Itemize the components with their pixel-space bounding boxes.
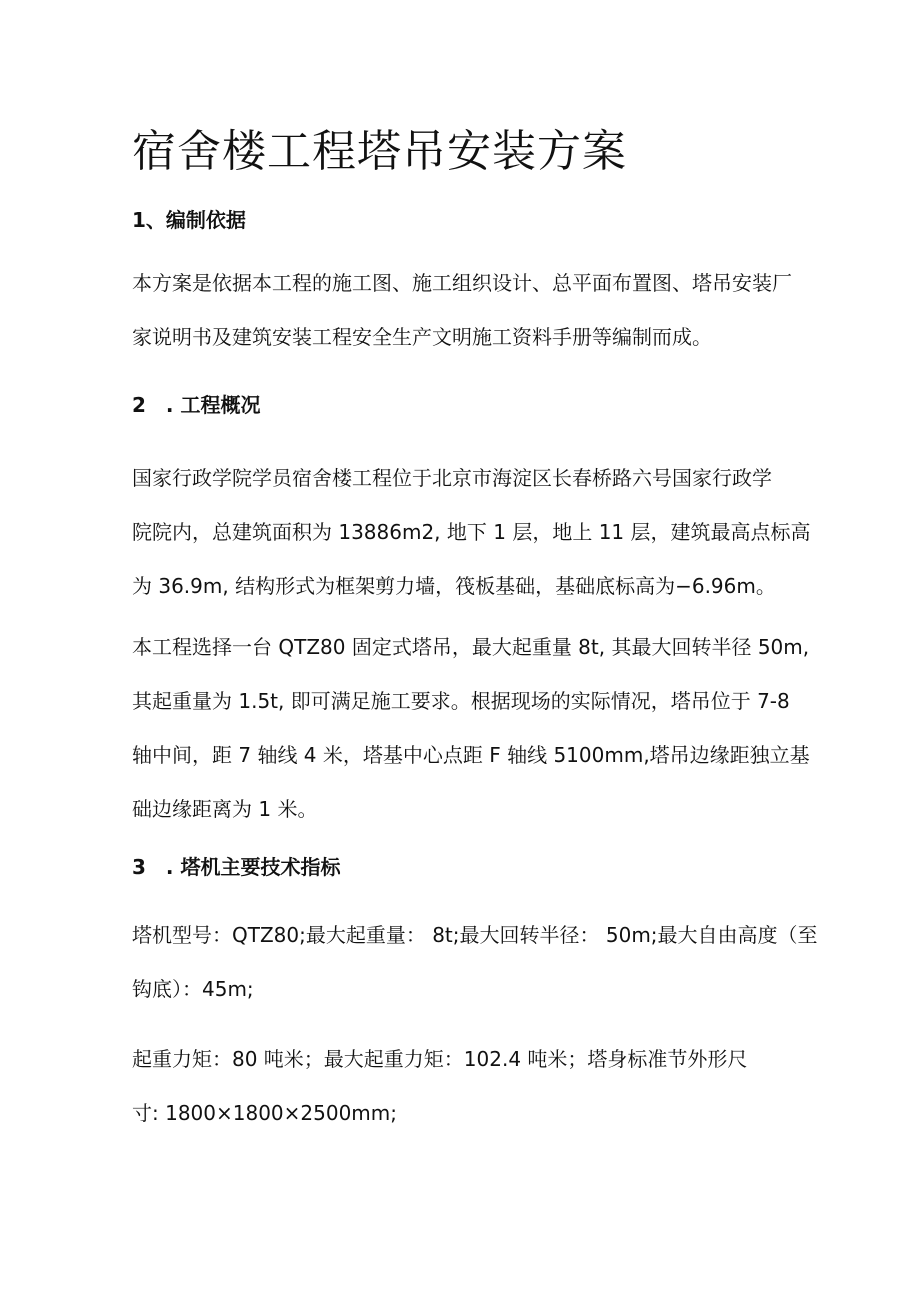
text-line: 国家行政学院学员宿舍楼工程位于北京市海淀区长春桥路六号国家行政学 bbox=[132, 466, 772, 490]
text-line: 础边缘距离为 1 米。 bbox=[132, 797, 318, 821]
text-line: 本工程选择一台 QTZ80 固定式塔吊，最大起重量 8t, 其最大回转半径 50m, bbox=[132, 635, 810, 659]
paragraph-basis bbox=[132, 256, 800, 364]
text-line: 轴中间，距 7 轴线 4 米，塔基中心点距 F 轴线 5100mm,塔吊边缘距独立基 bbox=[132, 743, 810, 767]
text-line: 院院内，总建筑面积为 13886m2, 地下 1 层，地上 11 层，建筑最高点标高 bbox=[132, 520, 811, 544]
paragraph-specs-model bbox=[132, 908, 818, 1016]
paragraph-overview-crane bbox=[132, 620, 810, 836]
text-line: 塔机型号：QTZ80;最大起重量： 8t;最大回转半径： 50m;最大自由高度（至 bbox=[132, 923, 818, 947]
text-line: 钩底）：45m; bbox=[132, 977, 254, 1001]
paragraph-overview-location bbox=[132, 451, 811, 613]
text-line: 本方案是依据本工程的施工图、施工组织设计、总平面布置图、塔吊安装厂 bbox=[132, 271, 792, 295]
section-heading-specs: 3 . 塔机主要技术指标 bbox=[132, 855, 341, 879]
text-line: 其起重量为 1.5t, 即可满足施工要求。根据现场的实际情况，塔吊位于 7-8 bbox=[132, 689, 790, 713]
text-line: 起重力矩：80 吨米；最大起重力矩：102.4 吨米；塔身标准节外形尺 bbox=[132, 1047, 748, 1071]
section-heading-basis: 1、编制依据 bbox=[132, 208, 246, 232]
section-heading-overview: 2 . 工程概况 bbox=[132, 393, 261, 417]
paragraph-specs-torque bbox=[132, 1032, 800, 1140]
text-line: 家说明书及建筑安装工程安全生产文明施工资料手册等编制而成。 bbox=[132, 325, 712, 349]
text-line: 为 36.9m, 结构形式为框架剪力墙，筏板基础，基础底标高为−6.96m。 bbox=[132, 574, 776, 598]
text-line: 寸: 1800×1800×2500mm; bbox=[132, 1101, 398, 1125]
document-title: 宿舍楼工程塔吊安装方案 bbox=[132, 126, 627, 177]
